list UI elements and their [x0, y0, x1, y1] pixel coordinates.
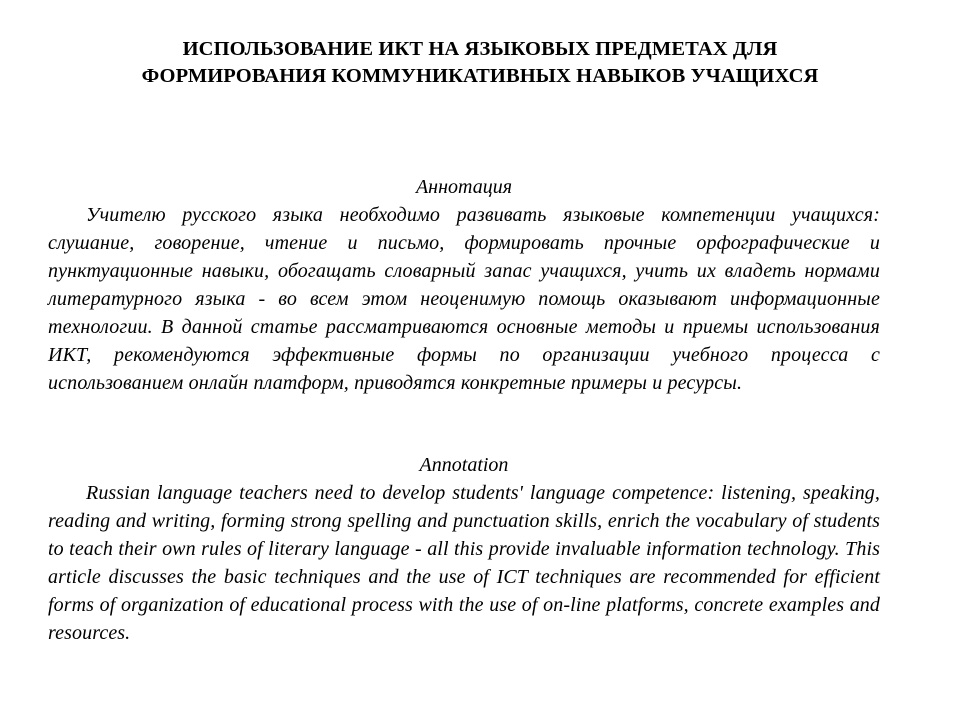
document-title-line-1: ИСПОЛЬЗОВАНИЕ ИКТ НА ЯЗЫКОВЫХ ПРЕДМЕТАХ ДЛЯ — [182, 38, 778, 60]
abstract-russian-heading: Аннотация — [415, 176, 513, 198]
document-title-line-2: ФОРМИРОВАНИЯ КОММУНИКАТИВНЫХ НАВЫКОВ УЧАЩИХСЯ — [141, 65, 819, 87]
abstract-russian-text: Учителю русского языка необходимо развивать языковые компетенции учащихся: слушание, говорение, чтение и письмо, формировать прочные орфографические и пунктуационные навыки, обогащать словарный запас учащихся, учить их владеть нормами литературного языка - во всем этом неоценимую помощь оказывают информационные технологии. В данной статье рассматриваются основные методы и приемы использования ИКТ, рекомендуются эффективные формы по организации учебного процесса с использованием онлайн платформ, приводятся конкретные примеры и ресурсы. — [48, 204, 880, 394]
abstract-english — [48, 451, 880, 647]
abstract-english-heading: Annotation — [419, 454, 509, 476]
abstract-russian — [48, 173, 880, 397]
abstract-english-text: Russian language teachers need to develop students' language competence: listening, speaking, reading and writing, forming strong spelling and punctuation skills, enrich the vocabulary of students to teach their own rules of literary language - all this provide invaluable information technology. This article discusses the basic techniques and the use of ICT techniques are recommended for efficient forms of organization of educational process with the use of on-line platforms, concrete examples and resources. — [48, 482, 880, 644]
document-title — [40, 36, 920, 90]
